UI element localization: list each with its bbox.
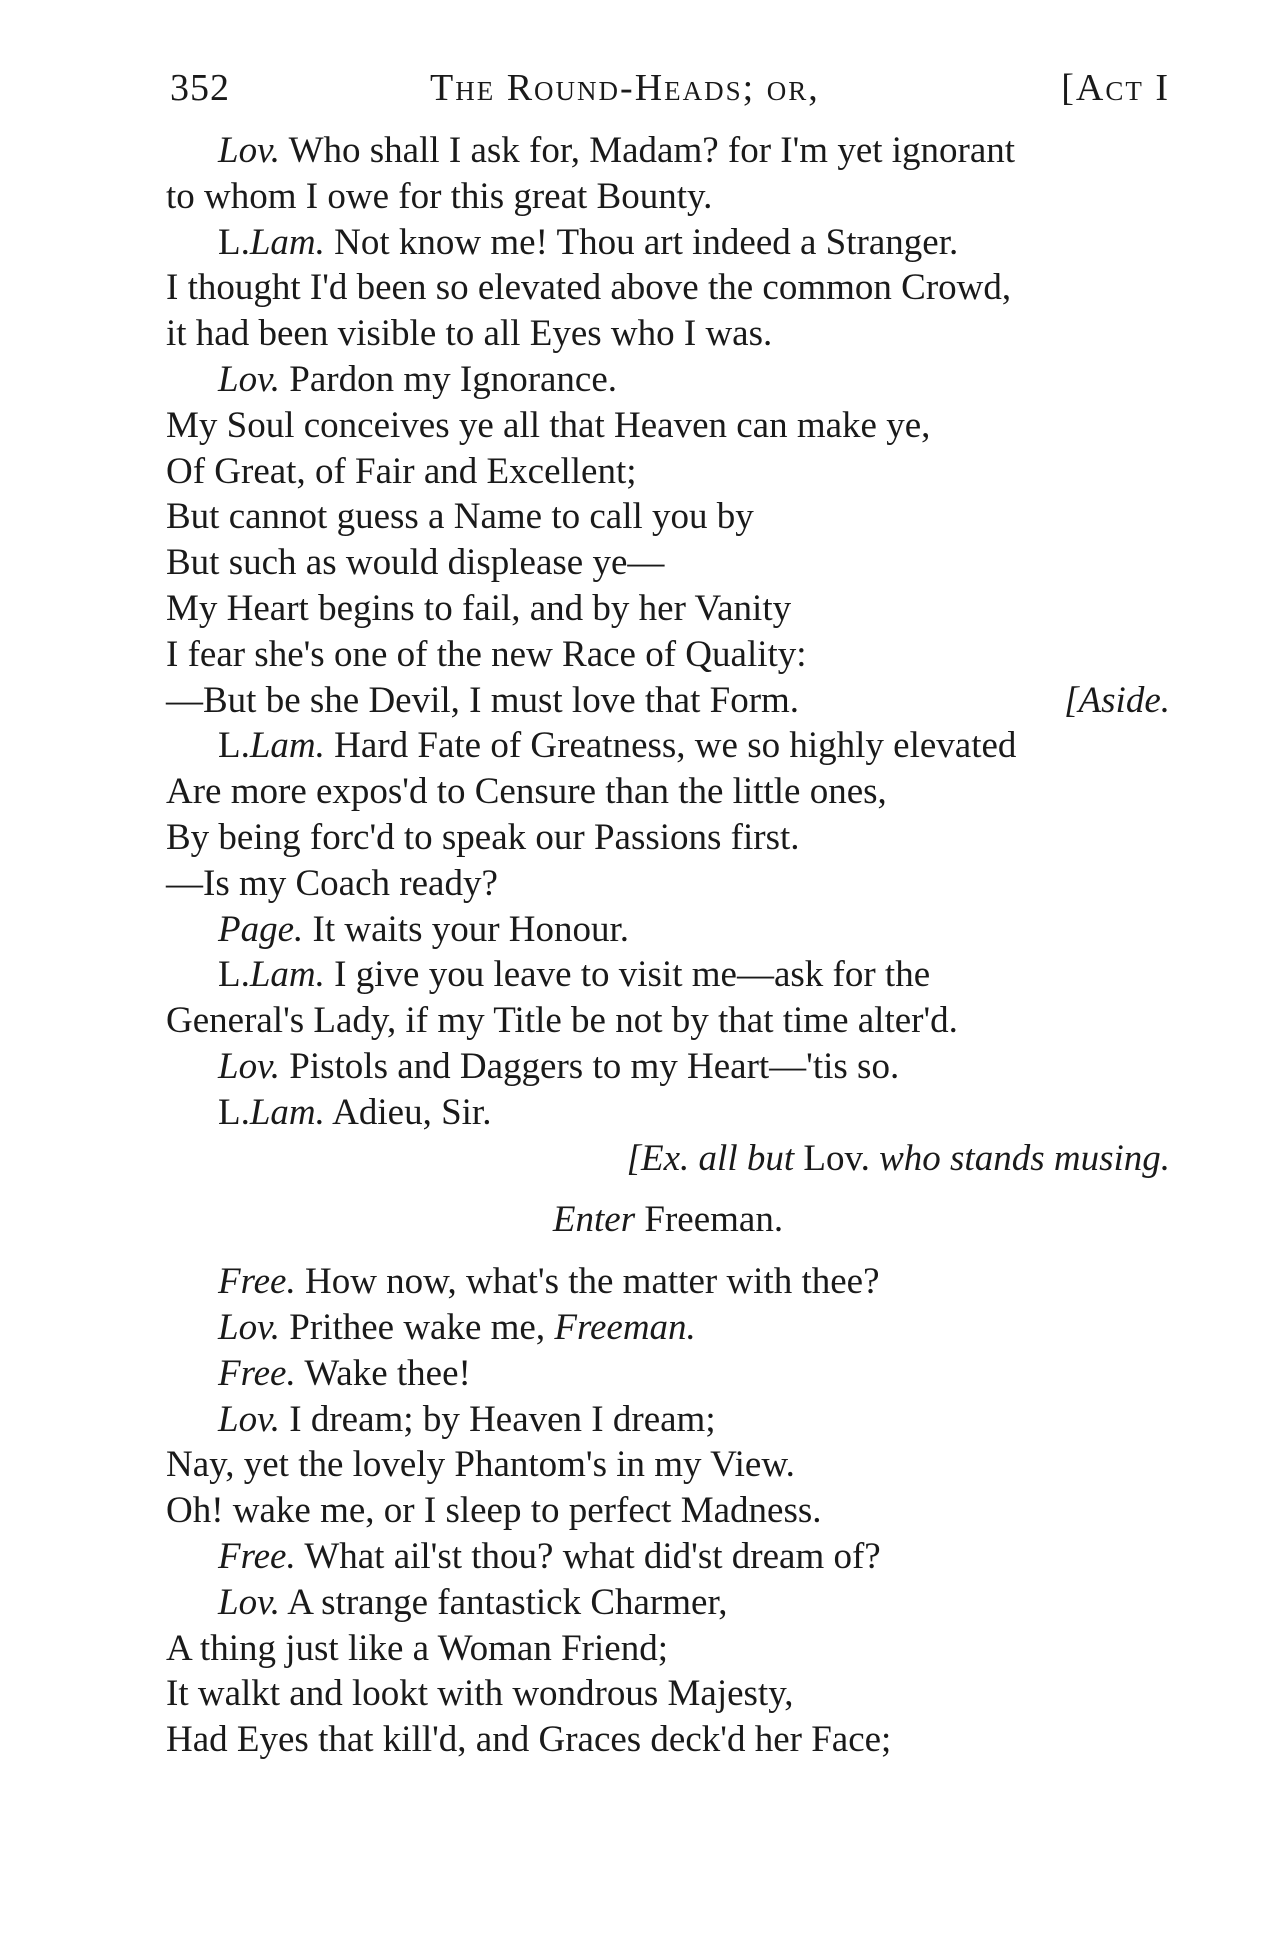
- verse-line: But cannot guess a Name to call you by: [166, 496, 754, 538]
- speaker-prefix: L.: [218, 221, 250, 263]
- verse-line: Are more expos'd to Censure than the little ones,: [166, 771, 887, 813]
- verse-line: My Soul conceives ye all that Heaven can make ye,: [166, 404, 931, 446]
- verse-line: Of Great, of Fair and Excellent;: [166, 450, 637, 492]
- speech: It waits your Honour.: [312, 908, 630, 950]
- verse-line: But such as would displease ye—: [166, 542, 665, 584]
- verse-line: I fear she's one of the new Race of Quality:: [166, 633, 807, 675]
- speech: A strange fantastick Charmer,: [287, 1581, 728, 1623]
- text-line: [166, 723, 1170, 769]
- running-title: The Round-Heads; or,: [430, 67, 820, 109]
- speaker: Page.: [218, 908, 304, 950]
- speech: Wake thee!: [304, 1352, 471, 1394]
- text-line: [166, 220, 1170, 266]
- speech: Adieu, Sir.: [332, 1091, 492, 1133]
- speaker: Lov.: [218, 1581, 281, 1623]
- speaker: Lov.: [218, 358, 281, 400]
- speech: Hard Fate of Greatness, we so highly elevated: [334, 725, 1017, 767]
- text-line: [166, 907, 1170, 953]
- verse-line: By being forc'd to speak our Passions first.: [166, 816, 800, 858]
- speech-name: Freeman.: [554, 1306, 696, 1348]
- speech: How now, what's the matter with thee?: [304, 1261, 880, 1303]
- speech: Prithee wake me,: [289, 1306, 546, 1348]
- speaker: Lov.: [218, 1398, 281, 1440]
- text-line: [166, 1397, 1170, 1443]
- page-number: 352: [170, 67, 230, 109]
- speech: Who shall I ask for, Madam? for I'm yet ignorant: [288, 130, 1016, 171]
- speaker: Lam.: [249, 221, 325, 263]
- speaker: Lam.: [249, 954, 325, 996]
- text-line: [166, 1090, 1170, 1136]
- speech: I give you leave to visit me—ask for the: [334, 954, 931, 996]
- text-line: General's Lady, if my Title be not by that time alter'd.: [166, 1000, 958, 1042]
- character-name: Freeman.: [644, 1199, 784, 1241]
- text-line: [166, 1580, 1170, 1626]
- speech: Pistols and Daggers to my Heart—'tis so.: [289, 1045, 900, 1087]
- stage-direction-exit: [166, 1136, 1170, 1182]
- text-line: [166, 1534, 1170, 1580]
- speaker-prefix: L.: [218, 954, 250, 996]
- speaker: Lov.: [218, 1306, 281, 1348]
- speaker: Lov.: [218, 130, 281, 171]
- stage-direction-text: [Ex. all but: [626, 1137, 795, 1179]
- running-header: [170, 66, 1170, 126]
- stage-direction-enter: [166, 1197, 1170, 1243]
- speech: —But be she Devil, I must love that Form.: [166, 679, 800, 721]
- verse-line: —Is my Coach ready?: [166, 862, 498, 904]
- speech: Pardon my Ignorance.: [289, 358, 618, 400]
- verse-line: Nay, yet the lovely Phantom's in my View.: [166, 1444, 795, 1486]
- speaker: Free.: [218, 1261, 296, 1303]
- stage-direction-text: Enter: [552, 1199, 636, 1241]
- speaker: Free.: [218, 1352, 296, 1394]
- text-line: [166, 128, 1170, 174]
- text-line: it had been visible to all Eyes who I was.: [166, 313, 773, 355]
- text-line: [166, 1351, 1170, 1397]
- verse-line: [166, 678, 1170, 724]
- verse-line: Had Eyes that kill'd, and Graces deck'd her Face;: [166, 1719, 892, 1761]
- text-line: [166, 357, 1170, 403]
- speaker-prefix: L.: [218, 725, 250, 767]
- speaker: Lam.: [249, 725, 325, 767]
- verse-line: Oh! wake me, or I sleep to perfect Madness.: [166, 1490, 822, 1532]
- speaker-prefix: L.: [218, 1091, 250, 1133]
- speech: Not know me! Thou art indeed a Stranger.: [334, 221, 959, 263]
- verse-line: My Heart begins to fail, and by her Vanity: [166, 587, 792, 629]
- text-line: [166, 1305, 1170, 1351]
- verse-line: It walkt and lookt with wondrous Majesty,: [166, 1673, 794, 1715]
- text-line: [166, 1259, 1170, 1305]
- speaker: Lam.: [249, 1091, 325, 1133]
- text-line: [166, 952, 1170, 998]
- speaker: Lov.: [218, 1045, 281, 1087]
- act-marker: [Act I: [1061, 67, 1170, 109]
- play-text: [166, 128, 1170, 1763]
- stage-direction-aside: [Aside.: [1064, 679, 1170, 721]
- text-line: to whom I owe for this great Bounty.: [166, 175, 713, 217]
- speech: I dream; by Heaven I dream;: [289, 1398, 716, 1440]
- character-name: Lov.: [803, 1137, 870, 1179]
- verse-line: A thing just like a Woman Friend;: [166, 1627, 668, 1669]
- stage-direction-text: who stands musing.: [879, 1137, 1170, 1179]
- text-line: [166, 1044, 1170, 1090]
- speech: What ail'st thou? what did'st dream of?: [304, 1535, 881, 1577]
- text-line: I thought I'd been so elevated above the common Crowd,: [166, 267, 1012, 309]
- speaker: Free.: [218, 1535, 296, 1577]
